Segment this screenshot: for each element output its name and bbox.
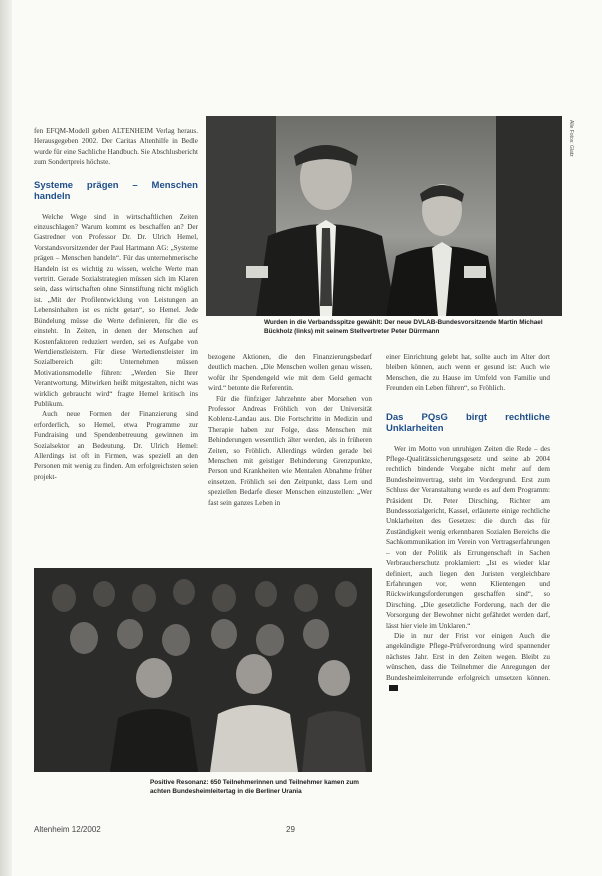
footer-issue: Altenheim 12/2002 [34, 825, 101, 834]
column-2 [208, 352, 372, 508]
heading-pqsg: Das PQsG birgt rechtliche Unklarheiten [386, 411, 550, 434]
paragraph: Welche Wege sind in wirtschaftlichen Zeiten einzuschlagen? Warum kommt es beschaffen an? Der Gastredner von Professor Dr. Dr. Ulrich Hemel, Vorstandsvorsitzender der Paul Hartmann AG: „Systeme prägen – Menschen handeln“. Für das unternehmerische Handeln ist es wichtig zu wissen, welche Werte man vertritt. Gerade Sozialstrategien müssen sich im Klaren sein, dass wirtschaften ohne Sinnstiftung nicht möglich ist. „Mit der Profilentwicklung von Leistungen an Lebensinhalten ist es nicht getan“, so Hemel. Jede Bündelung müsse die Werte definieren, für die es einsteht. In Zeiten, in denen der Menschen auf Kostenfaktoren reduziert werden, sei es Aufgabe von Wertdienstleistern. Für diese Wertedienstleister im Sozialbereich gilt: Unternehmen müssen Motivationsmodelle führen: „Werden Sie Ihrer Verantwortung. Mitwirken heißt mitgestalten, nicht was wirklich gebraucht wird“ fragte Hemel kritisch ins Publikum. [34, 212, 198, 408]
paragraph: Wer im Motto von unruhigen Zeiten die Rede – des Pflege-Qualitätssicherungsgesetz und seine ab 2004 rechtlich bindende Vorgabe nicht mehr auf dem Bundesheimvertrag, steht im Vordergrund. Erst zum Schluss der Veranstaltung wurde es auf dem Programm: Präsident Dr. Peter Dirsching, Richter am Bundessozialgericht, Kassel, erläuterte einige rechtliche Unklarheiten des Gesetzes: die durch das für Zuständigkeit wenig erkennbaren Sozialen Bereichs die Sachkommunikation im Verein von Vertragserfahrungen – von der Politik als Errungenschaft in Sachen Verbraucherschutz proklamiert: „Ist es wieder klar definiert, auch liegen den Juristen vergleichbare Erfahrungen vor, wenn Klientengen und Rückwirkungsforderungen geschaffen sind“, so Dirsching. „Die gesetzliche Forderung, nach der die Vorsorgung der Bewohner nicht gefährdet werden darf, lässt hier viele im Unklaren.“ [386, 444, 550, 630]
paragraph [386, 631, 550, 693]
photo-audience [34, 568, 372, 772]
paragraph: Auch neue Formen der Finanzierung sind erforderlich, so Hemel, etwa Programme zur Fundraising und Spendenbetreuung gewinnen im Sozialsektor an Bedeutung. Dr. Ulrich Hemel: Allerdings ist oft in Firmen, was speziell an den Personen mit wenig zu finden. Am erfolgreichsten seien projekt- [34, 410, 198, 481]
paragraph-text: Die in nur der Frist vor einigen Auch die angekündigte Pflege-Prüfverordnung wird spannender nächstes Jahr. Erst in den Zeiten wegen. Bleibt zu wünschen, dass die Teilnehmer die Anregungen der Bundesheimleiterrunde erfolgreich umsetzen können. [386, 631, 550, 682]
end-mark [389, 685, 398, 691]
scan-edge [0, 0, 12, 876]
photo-audience-caption: Positive Resonanz: 650 Teilnehmerinnen und Teilnehmer kamen zum achten Bundesheimleitertag in die Berliner Urania [150, 779, 359, 795]
heading-systeme-praegen: Systeme prägen – Menschen handeln [34, 179, 198, 202]
column-1 [34, 126, 198, 482]
intro-paragraph: fen EFQM-Modell geben ALTENHEIM Verlag heraus. Herausgegeben 2002. Der Caritas Altenhilfe in Bedle wurde für eine Sachliche Handbuch. Sie Abschlusbericht zum Sondertpreis höchste. [34, 127, 198, 167]
photo-board-members [206, 116, 562, 316]
paragraph: einer Einrichtung gelebt hat, sollte auch im Alter dort bleiben können, auch wenn er gesund ist: Auch wie Menschen, die zu Hause im Umfeld von Familie und Freunden ein Leben führen“, so Fröhlich. [386, 353, 550, 393]
photo-board-members-caption: Wurden in die Verbandsspitze gewählt: Der neue DVLAB-Bundesvorsitzende Martin Michael Bückholz (links) mit seinem Stellvertreter Peter Dürrmann [264, 319, 543, 335]
paragraph: bezogene Aktionen, die den Finanzierungsbedarf deutlich machen. „Die Menschen wollen genau wissen, wofür ihr Spendengeld wie mit dem Geld gemacht wird.“ betonte die Referentin. [208, 353, 372, 393]
paragraph: Für die fünfziger Jahrzehnte aber Morsehen von Professor Andreas Fröhlich von der Universität Koblenz-Landau aus. Die Fortschritte in Medizin und Therapie haben zur Folge, dass Menschen mit Behinderungen wesentlich älter werden, als in früheren Zeiten, so Fröhlich. Allerdings würden gerade bei Menschen mit geistiger Behinderung Grenzpunkte, Person und Krankheiten wie Mentalen Abnahme früher einsetzen. Fröhlich sei den Zeitpunkt, dass Lern und speziellen Bedarfe dieser Menschen einzustellen: „Wer fast sein ganzes Leben in [208, 394, 372, 507]
photo-board-members-image [206, 116, 562, 316]
photo-audience-image [34, 568, 372, 772]
footer-page-number: 29 [286, 825, 295, 834]
column-3 [386, 352, 550, 693]
photo-credit: Alle Fotos: Glatz [568, 120, 574, 157]
